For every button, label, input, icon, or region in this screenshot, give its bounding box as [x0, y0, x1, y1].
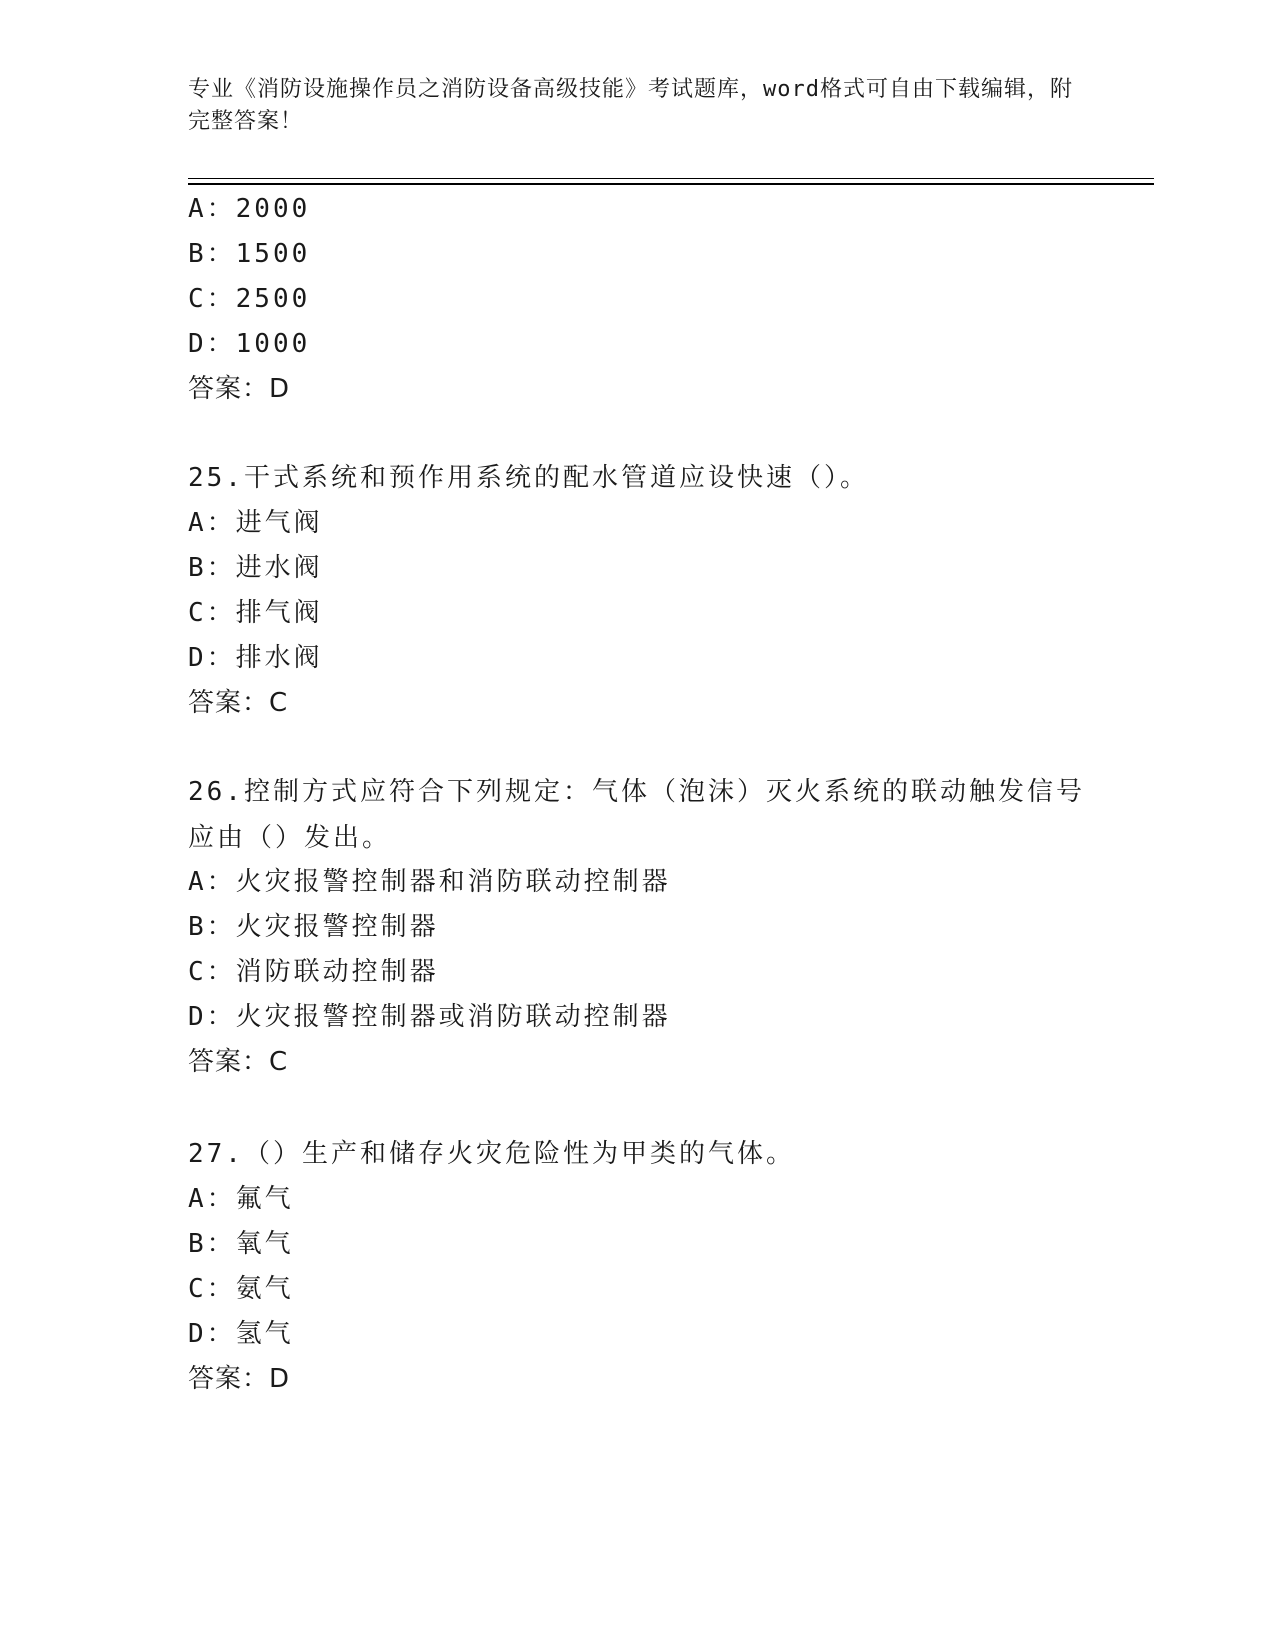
q27-option-b: B：氧气 [188, 1229, 294, 1259]
q27-option-c: C：氨气 [188, 1274, 294, 1304]
q27-option-d: D：氢气 [188, 1319, 294, 1349]
q26-option-c: C：消防联动控制器 [188, 957, 439, 987]
q26-answer: 答案：C [188, 1047, 289, 1077]
q26-option-d: D：火灾报警控制器或消防联动控制器 [188, 1002, 671, 1032]
header-rule-thick [188, 183, 1154, 185]
q25-option-c: C：排气阀 [188, 598, 323, 628]
document-header: 专业《消防设施操作员之消防设备高级技能》考试题库，word格式可自由下载编辑，附完整答案！ [188, 77, 1073, 134]
q24-option-c: C：2500 [188, 284, 311, 314]
q25-question: 25.干式系统和预作用系统的配水管道应设快速（）。 [188, 463, 869, 493]
q26-option-a: A：火灾报警控制器和消防联动控制器 [188, 867, 671, 897]
q24-option-b: B：1500 [188, 239, 311, 269]
q25-option-b: B：进水阀 [188, 553, 323, 583]
q27-answer: 答案：D [188, 1364, 291, 1394]
q27-question: 27.（）生产和储存火灾危险性为甲类的气体。 [188, 1139, 795, 1169]
q24-option-a: A：2000 [188, 194, 311, 224]
q25-answer: 答案：C [188, 688, 289, 718]
q26-option-b: B：火灾报警控制器 [188, 912, 439, 942]
q26-question: 26.控制方式应符合下列规定：气体（泡沫）灭火系统的联动触发信号应由（）发出。 [188, 777, 1085, 853]
header-rule-thin [188, 178, 1154, 179]
q25-option-a: A：进气阀 [188, 508, 323, 538]
q24-answer: 答案：D [188, 374, 291, 404]
q25-option-d: D：排水阀 [188, 643, 323, 673]
q24-option-d: D：1000 [188, 329, 311, 359]
q27-option-a: A：氟气 [188, 1184, 294, 1214]
